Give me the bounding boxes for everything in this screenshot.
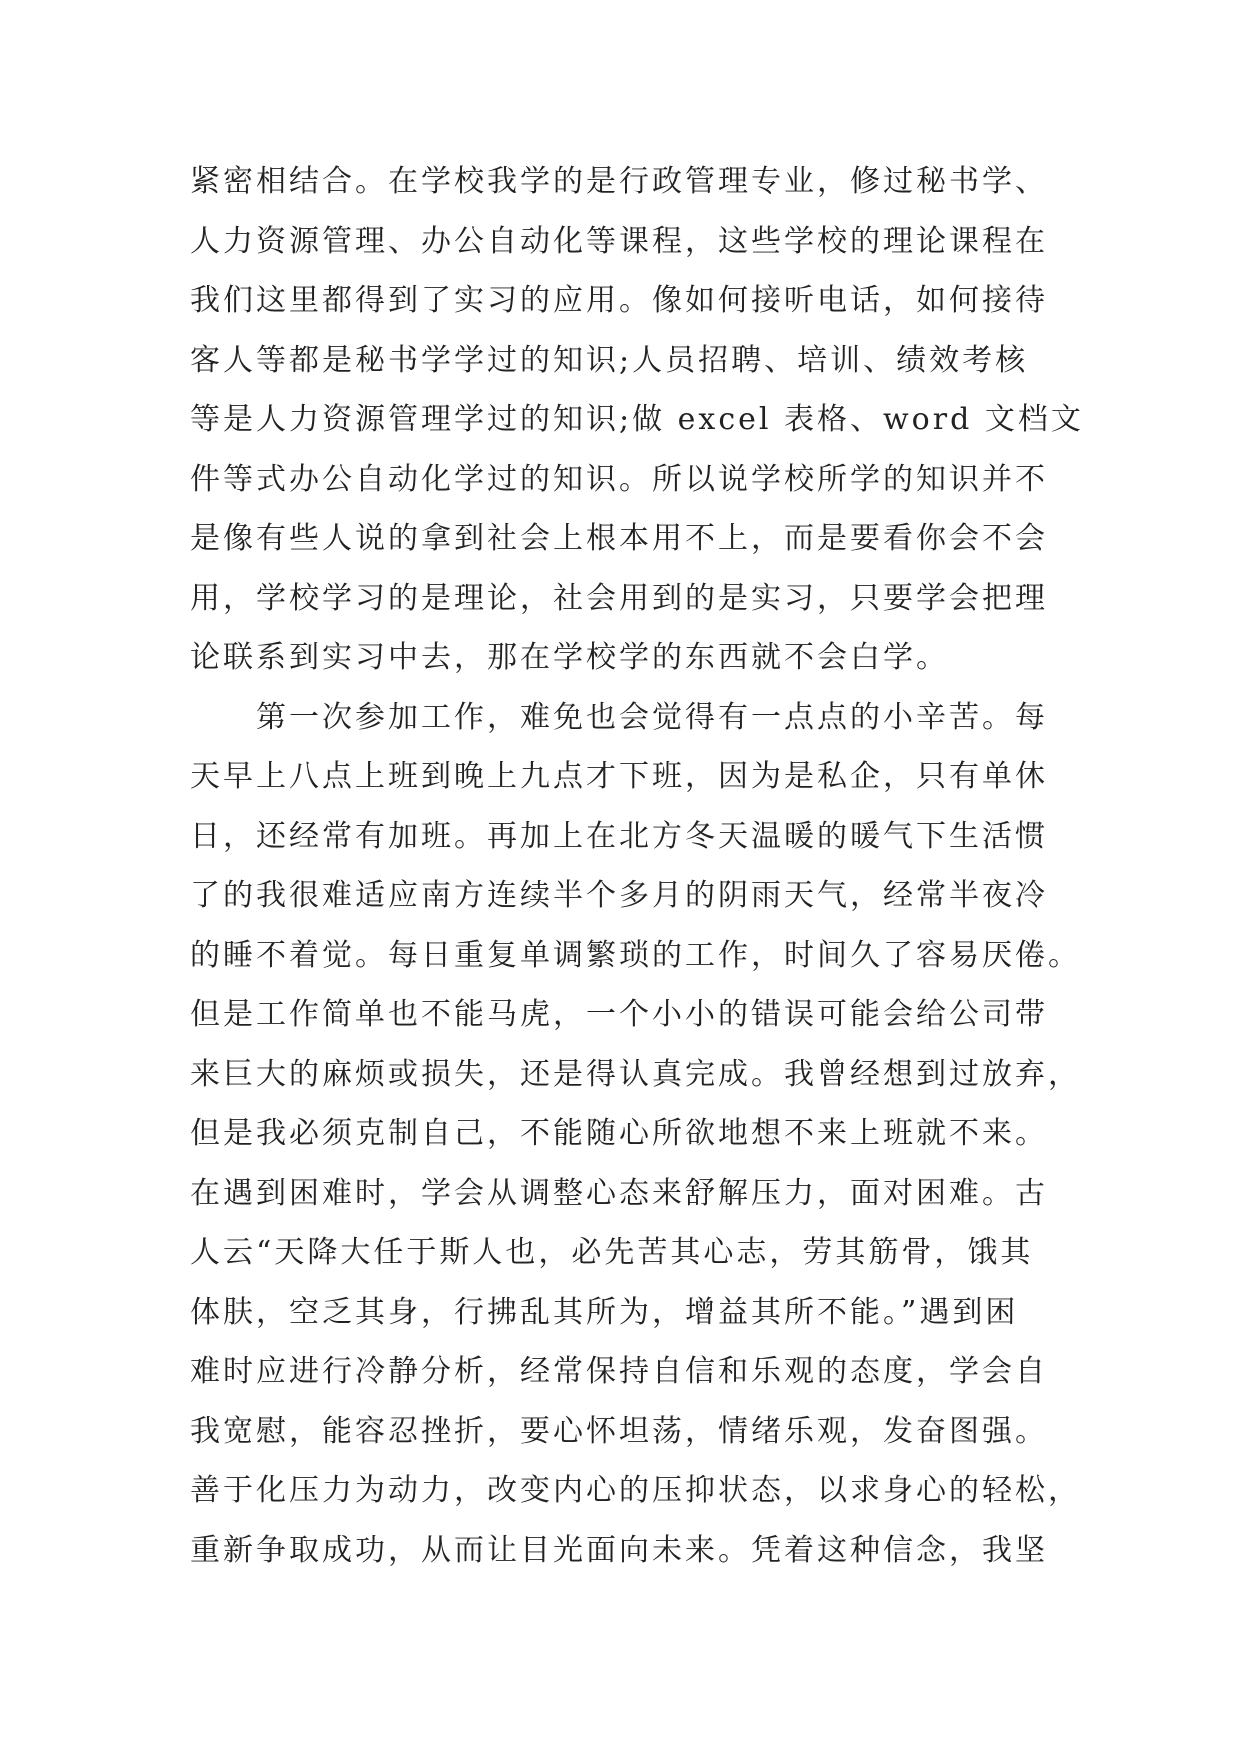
- text-line: 来巨大的麻烦或损失，还是得认真完成。我曾经想到过放弃，: [190, 1056, 1081, 1092]
- text-line: 但是我必须克制自己，不能随心所欲地想不来上班就不来。: [190, 1116, 1048, 1151]
- text-line: 体肤，空乏其身，行拂乱其所为，增益其所不能。”遇到困: [190, 1294, 1019, 1330]
- paragraph-start-line: 第一次参加工作，难免也会觉得有一点点的小辛苦。每: [256, 699, 1048, 735]
- text-line: 在遇到困难时，学会从调整心态来舒解压力，面对困难。古: [190, 1175, 1048, 1211]
- text-line: 我宽慰，能容忍挫折，要心怀坦荡，情绪乐观，发奋图强。: [190, 1413, 1048, 1449]
- text-line: 日，还经常有加班。再加上在北方冬天温暖的暖气下生活惯: [190, 818, 1048, 854]
- text-line: 人力资源管理、办公自动化等课程，这些学校的理论课程在: [190, 223, 1048, 259]
- text-line: 客人等都是秘书学学过的知识;人员招聘、培训、绩效考核: [190, 342, 1029, 378]
- body-text: [190, 152, 1090, 1580]
- text-line: 件等式办公自动化学过的知识。所以说学校所学的知识并不: [190, 461, 1048, 497]
- text-line: 我们这里都得到了实习的应用。像如何接听电话，如何接待: [190, 283, 1048, 318]
- text-line: 了的我很难适应南方连续半个多月的阴雨天气，经常半夜冷: [190, 878, 1048, 913]
- text-line: 论联系到实习中去，那在学校学的东西就不会白学。: [190, 640, 949, 675]
- text-line: 用，学校学习的是理论，社会用到的是实习，只要学会把理: [190, 580, 1048, 616]
- text-line: 人云“天降大任于斯人也，必先苦其心志，劳其筋骨，饿其: [190, 1235, 1034, 1270]
- text-line: 但是工作简单也不能马虎，一个小小的错误可能会给公司带: [190, 997, 1048, 1032]
- text-line: 难时应进行冷静分析，经常保持自信和乐观的态度，学会自: [190, 1354, 1048, 1389]
- text-line: 是像有些人说的拿到社会上根本用不上，而是要看你会不会: [190, 521, 1048, 556]
- text-line: 善于化压力为动力，改变内心的压抑状态，以求身心的轻松，: [190, 1473, 1081, 1508]
- text-line: 的睡不着觉。每日重复单调繁琐的工作，时间久了容易厌倦。: [190, 937, 1081, 973]
- text-line: 天早上八点上班到晚上九点才下班，因为是私企，只有单休: [190, 759, 1048, 794]
- text-line: 重新争取成功，从而让目光面向未来。凭着这种信念，我坚: [190, 1532, 1048, 1568]
- text-line: 等是人力资源管理学过的知识;做 excel 表格、word 文档文: [190, 402, 1084, 437]
- text-line: 紧密相结合。在学校我学的是行政管理专业，修过秘书学、: [190, 164, 1048, 199]
